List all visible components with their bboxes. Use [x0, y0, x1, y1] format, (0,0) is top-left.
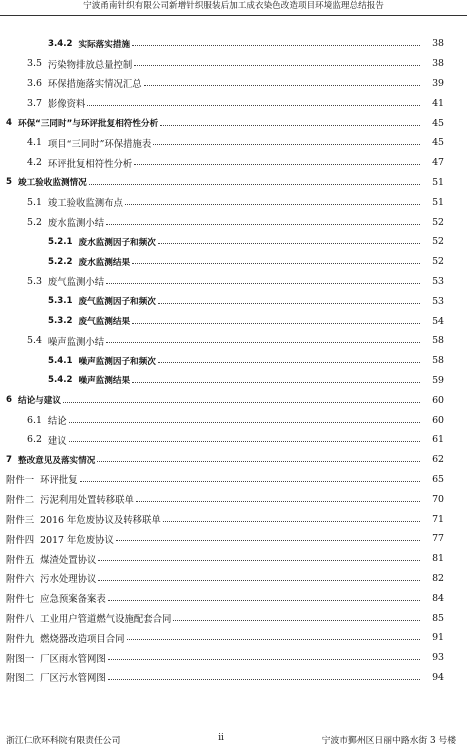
- toc-dot-leader: [144, 85, 420, 86]
- toc-entry-title: 环保措施落实情况汇总: [47, 79, 142, 91]
- toc-entry-title: 环保“三同时”与环评批复相符性分析: [17, 119, 159, 130]
- toc-entry[interactable]: [0, 34, 467, 54]
- toc-entry-page: 45: [432, 117, 444, 129]
- page-footer: [6, 733, 456, 746]
- toc-entry-title: 煤渣处置协议: [40, 554, 97, 566]
- toc-dot-leader: [89, 184, 420, 185]
- toc-entry-number: 附图一: [6, 653, 35, 665]
- toc-dot-leader: [132, 45, 420, 46]
- toc-entry-page: 91: [432, 632, 444, 644]
- toc-entry-title: 竣工验收监测情况: [17, 178, 87, 189]
- toc-entry-page: 59: [432, 374, 444, 386]
- toc-entry-number: 5.3: [27, 275, 42, 287]
- toc-dot-leader: [106, 342, 420, 343]
- toc-entry-title: 污染物排放总量控制: [47, 59, 133, 71]
- toc-entry-page: 61: [432, 434, 444, 446]
- toc-dot-leader: [153, 144, 420, 145]
- toc-entry-number: 附件二: [6, 495, 35, 507]
- toc-dot-leader: [132, 263, 420, 264]
- toc-entry-number: 附件五: [6, 554, 35, 566]
- toc-dot-leader: [97, 461, 420, 462]
- toc-entry[interactable]: [0, 113, 467, 133]
- toc-entry[interactable]: [0, 489, 467, 509]
- toc-entry-title: 结论与建议: [17, 396, 61, 407]
- toc-dot-leader: [87, 105, 420, 106]
- table-of-contents: [0, 34, 467, 687]
- toc-entry-number: 5.2.1: [48, 236, 73, 247]
- toc-entry-number: 6.1: [27, 414, 42, 426]
- toc-entry-number: 附件三: [6, 515, 35, 527]
- toc-entry-number: 4.2: [27, 157, 42, 169]
- toc-entry[interactable]: [0, 54, 467, 74]
- toc-entry-number: 5: [6, 177, 12, 188]
- footer-address: 宁波市鄞州区日丽中路水街 3 号楼: [321, 736, 456, 746]
- toc-entry-number: 附件七: [6, 594, 35, 606]
- toc-entry-page: 38: [432, 58, 444, 70]
- toc-dot-leader: [158, 362, 420, 363]
- toc-entry-page: 85: [432, 612, 444, 624]
- toc-dot-leader: [163, 521, 420, 522]
- toc-entry[interactable]: [0, 450, 467, 470]
- toc-entry-number: 3.7: [27, 97, 42, 109]
- toc-entry[interactable]: [0, 291, 467, 311]
- toc-entry-number: 7: [6, 454, 12, 465]
- toc-dot-leader: [127, 639, 420, 640]
- toc-entry-page: 52: [432, 236, 444, 248]
- toc-entry-title: 2016 年危废协议及转移联单: [40, 515, 161, 527]
- toc-dot-leader: [136, 501, 420, 502]
- toc-dot-leader: [108, 659, 420, 660]
- toc-entry[interactable]: [0, 173, 467, 193]
- toc-entry[interactable]: [0, 430, 467, 450]
- toc-entry[interactable]: [0, 628, 467, 648]
- toc-entry-number: 4.1: [27, 137, 42, 149]
- toc-entry-title: 整改意见及落实情况: [17, 455, 96, 466]
- toc-entry[interactable]: [0, 371, 467, 391]
- toc-entry-title: 燃烧器改造项目合同: [40, 633, 125, 645]
- header-title: 宁波甬南针织有限公司新增针织服装后加工成衣染色改造项目环境监理总结报告: [83, 1, 384, 11]
- toc-entry-page: 58: [432, 355, 444, 367]
- toc-dot-leader: [160, 125, 420, 126]
- toc-entry[interactable]: [0, 133, 467, 153]
- toc-entry-title: 噪声监测小结: [47, 336, 105, 348]
- toc-entry-title: 噪声监测结果: [78, 376, 131, 387]
- toc-entry-page: 52: [432, 256, 444, 268]
- toc-entry[interactable]: [0, 569, 467, 589]
- toc-entry-title: 环评批复: [40, 475, 78, 487]
- toc-dot-leader: [125, 204, 420, 205]
- toc-dot-leader: [69, 422, 420, 423]
- toc-entry-title: 噪声监测因子和频次: [78, 356, 156, 367]
- toc-dot-leader: [108, 679, 420, 680]
- toc-entry-title: 废气监测结果: [78, 317, 131, 328]
- toc-entry[interactable]: [0, 470, 467, 490]
- toc-entry-number: 附件一: [6, 475, 35, 487]
- toc-entry-page: 53: [432, 275, 444, 287]
- toc-entry-title: 废水监测因子和频次: [78, 237, 156, 248]
- toc-entry[interactable]: [0, 549, 467, 569]
- toc-entry[interactable]: [0, 331, 467, 351]
- toc-entry-page: 77: [432, 533, 444, 545]
- toc-entry[interactable]: [0, 272, 467, 292]
- toc-entry-title: 建议: [47, 435, 67, 447]
- toc-dot-leader: [106, 224, 420, 225]
- toc-entry-number: 4: [6, 118, 12, 129]
- toc-entry-number: 5.2.2: [48, 256, 73, 267]
- toc-entry-number: 3.4.2: [48, 38, 73, 49]
- toc-entry-title: 厂区雨水管网图: [40, 653, 106, 665]
- toc-entry-page: 47: [432, 157, 444, 169]
- toc-entry-number: 5.1: [27, 196, 42, 208]
- toc-dot-leader: [63, 402, 420, 403]
- toc-entry-page: 38: [432, 38, 444, 50]
- toc-entry-title: 污泥利用处置转移联单: [40, 495, 134, 507]
- toc-entry[interactable]: [0, 74, 467, 94]
- toc-entry-number: 5.2: [27, 216, 42, 228]
- toc-entry[interactable]: [0, 93, 467, 113]
- toc-entry[interactable]: [0, 192, 467, 212]
- toc-entry-title: 环评批复相符性分析: [47, 158, 133, 170]
- toc-entry-page: 60: [432, 414, 444, 426]
- toc-entry-page: 94: [432, 671, 444, 683]
- toc-dot-leader: [108, 600, 420, 601]
- toc-entry-number: 3.6: [27, 77, 42, 89]
- toc-entry-title: 厂区污水管网图: [40, 673, 106, 685]
- toc-dot-leader: [80, 481, 420, 482]
- toc-entry-page: 51: [432, 176, 444, 188]
- toc-entry[interactable]: [0, 648, 467, 668]
- toc-entry-number: 3.5: [27, 58, 42, 70]
- toc-dot-leader: [173, 620, 420, 621]
- toc-entry-title: 应急预案备案表: [40, 594, 106, 606]
- toc-dot-leader: [98, 580, 420, 581]
- toc-entry-page: 93: [432, 652, 444, 664]
- toc-dot-leader: [158, 303, 420, 304]
- toc-entry-number: 附件四: [6, 534, 35, 546]
- toc-entry-title: 2017 年危废协议: [40, 534, 114, 546]
- toc-entry[interactable]: [0, 529, 467, 549]
- toc-entry[interactable]: [0, 232, 467, 252]
- toc-dot-leader: [69, 441, 420, 442]
- toc-entry-page: 70: [432, 493, 444, 505]
- toc-entry-page: 53: [432, 295, 444, 307]
- toc-entry[interactable]: [0, 311, 467, 331]
- toc-entry-number: 5.3.1: [48, 296, 73, 307]
- toc-entry[interactable]: [0, 390, 467, 410]
- toc-entry-page: 41: [432, 97, 444, 109]
- toc-entry-title: 废气监测因子和频次: [78, 297, 156, 308]
- footer-company: 浙江仁欣环科院有限责任公司: [6, 736, 121, 746]
- toc-entry-number: 5.4.2: [48, 375, 73, 386]
- toc-entry-page: 62: [432, 454, 444, 466]
- page-header: [0, 0, 467, 16]
- toc-entry-title: 废水监测结果: [78, 257, 131, 268]
- toc-entry-title: 实际落实措施: [78, 39, 131, 50]
- toc-entry[interactable]: [0, 588, 467, 608]
- toc-entry-number: 附件八: [6, 614, 35, 625]
- toc-entry[interactable]: [0, 153, 467, 173]
- toc-entry-number: 附图二: [6, 673, 35, 685]
- toc-entry[interactable]: [0, 252, 467, 272]
- toc-dot-leader: [132, 382, 420, 383]
- toc-entry-page: 39: [432, 77, 444, 89]
- toc-entry-page: 84: [432, 592, 444, 604]
- toc-entry-page: 60: [432, 394, 444, 406]
- toc-entry-page: 52: [432, 216, 444, 228]
- toc-entry-number: 6: [6, 395, 12, 406]
- toc-dot-leader: [134, 164, 420, 165]
- toc-entry[interactable]: [0, 410, 467, 430]
- toc-dot-leader: [98, 560, 420, 561]
- toc-entry-page: 54: [432, 315, 444, 327]
- toc-entry-page: 58: [432, 335, 444, 347]
- toc-entry-page: 71: [432, 513, 444, 525]
- toc-dot-leader: [132, 323, 420, 324]
- toc-entry-title: 竣工验收监测布点: [47, 198, 123, 210]
- toc-entry-page: 51: [432, 196, 444, 208]
- toc-entry[interactable]: [0, 668, 467, 688]
- toc-entry-page: 81: [432, 553, 444, 565]
- toc-entry-number: 附件九: [6, 633, 35, 645]
- toc-dot-leader: [134, 65, 420, 66]
- toc-entry-number: 5.4.1: [48, 355, 73, 366]
- toc-entry[interactable]: [0, 608, 467, 628]
- toc-entry-title: 污水处理协议: [40, 574, 97, 586]
- toc-entry-page: 45: [432, 137, 444, 149]
- toc-entry-number: 附件六: [6, 574, 35, 586]
- toc-entry-title: 工业用户管道燃气设施配套合同: [40, 614, 172, 625]
- toc-entry-title: 项目“三同时”环保措施表: [47, 138, 152, 150]
- toc-entry[interactable]: [0, 212, 467, 232]
- toc-entry-title: 废气监测小结: [47, 277, 105, 289]
- footer-page-number: ii: [218, 733, 224, 743]
- toc-entry-title: 影像资料: [47, 99, 86, 111]
- toc-entry-title: 废水监测小结: [47, 218, 105, 230]
- toc-entry[interactable]: [0, 351, 467, 371]
- toc-entry-number: 5.3.2: [48, 316, 73, 327]
- toc-entry-number: 5.4: [27, 335, 42, 347]
- toc-entry-number: 6.2: [27, 434, 42, 446]
- toc-entry-page: 65: [432, 473, 444, 485]
- toc-dot-leader: [158, 243, 420, 244]
- toc-entry-title: 结论: [47, 416, 67, 428]
- toc-dot-leader: [116, 540, 420, 541]
- toc-entry[interactable]: [0, 509, 467, 529]
- toc-dot-leader: [106, 283, 420, 284]
- toc-entry-page: 82: [432, 572, 444, 584]
